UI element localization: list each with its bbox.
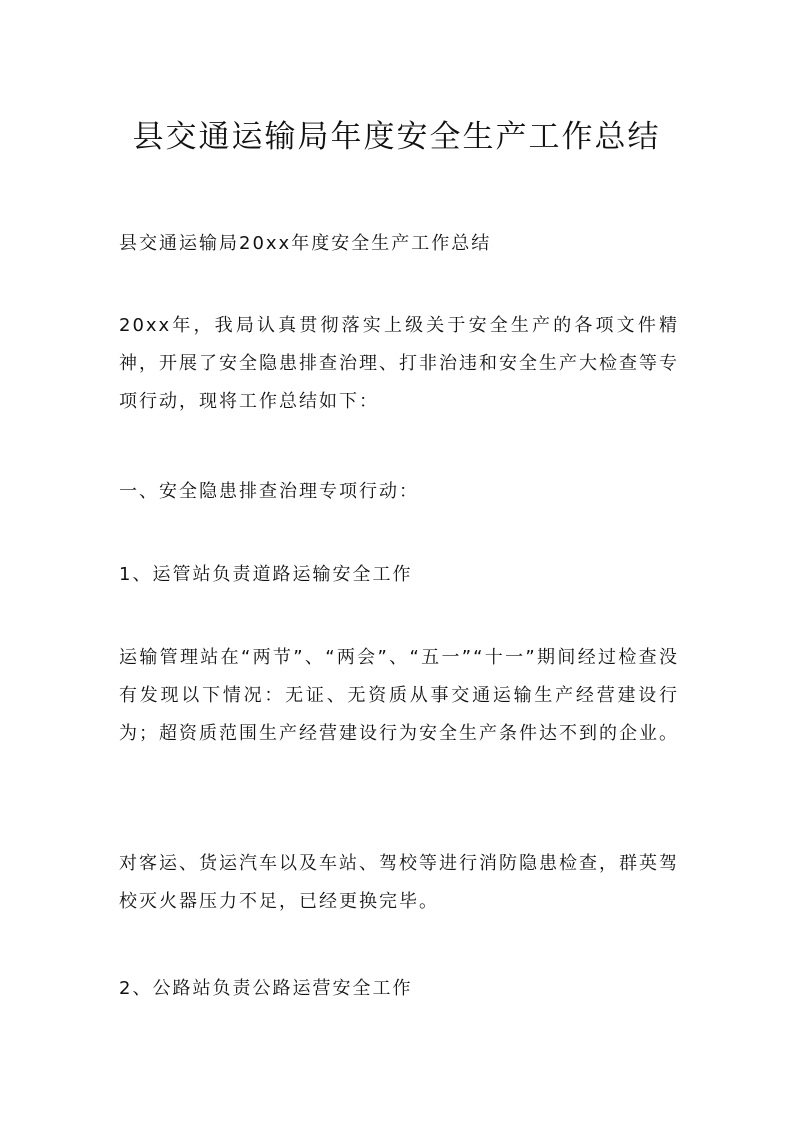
section-heading-1: 一、安全隐患排查治理专项行动： (119, 481, 419, 502)
item-heading-1: 1、运管站负责道路运输安全工作 (119, 564, 413, 585)
document-subtitle: 县交通运输局20xx年度安全生产工作总结 (119, 233, 492, 254)
document-title: 县交通运输局年度安全生产工作总结 (132, 118, 661, 155)
item1-paragraph-2: 对客运、货运汽车以及车站、驾校等进行消防隐患检查，群英驾校灭火器压力不足，已经更换完毕。 (119, 853, 679, 912)
item1-paragraph-1: 运输管理站在“两节”、“两会”、“五一”“十一”期间经过检查没有发现以下情况：无证、无资质从事交通运输生产经营建设行为；超资质范围生产经营建设行为安全生产条件达不到的企业。 (119, 647, 679, 744)
intro-paragraph: 20xx年，我局认真贯彻落实上级关于安全生产的各项文件精神，开展了安全隐患排查治理、打非治违和安全生产大检查等专项行动，现将工作总结如下： (119, 315, 679, 412)
item-heading-2: 2、公路站负责公路运营安全工作 (119, 978, 413, 999)
